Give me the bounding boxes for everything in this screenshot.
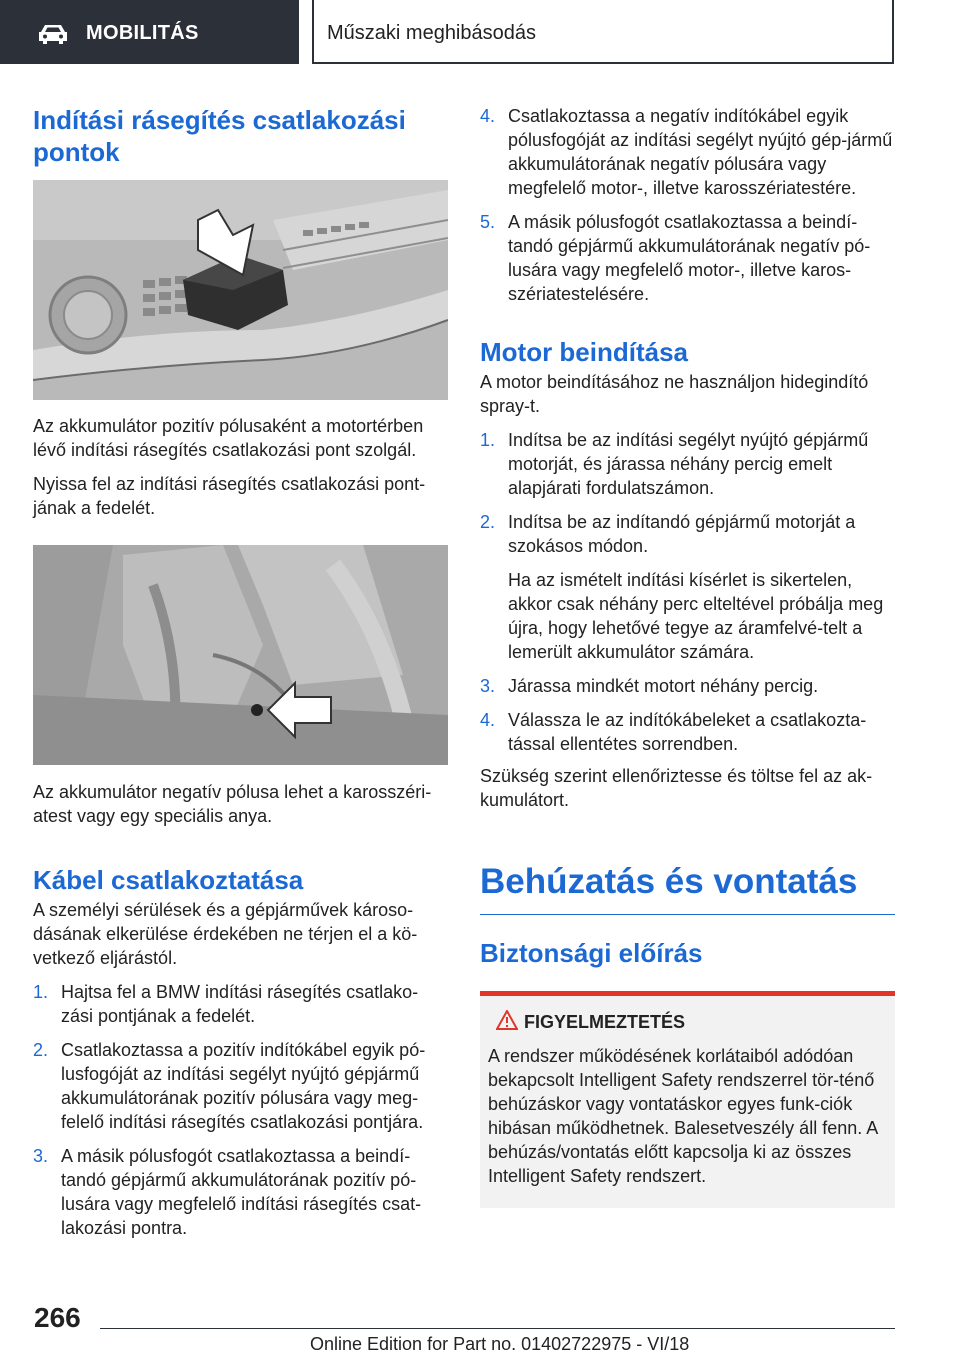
page-number: 266: [34, 1302, 81, 1333]
heading-jump-start-points: Indítási rásegítés csatlakozási pontok: [33, 105, 406, 167]
list-item: [480, 104, 895, 200]
paragraph-procedure-intro: A személyi sérülések és a gépjárművek károso-dásának elkerülése érdekében ne térjen el a kö-vetkező eljárástól.: [33, 900, 418, 968]
paragraph-check-battery: Szükség szerint ellenőriztesse és töltse fel az ak-kumulátort.: [480, 766, 873, 810]
step-text: A másik pólusfogót csatlakoztassa a beindí-tandó gépjármű akkumulátorának negatív pó-lusára vagy megfelelő motor-, illetve karos-szériatestelésére.: [508, 212, 871, 304]
start-steps-list: [480, 428, 895, 756]
footer-divider: [100, 1328, 895, 1329]
step-text: Indítsa be az indítandó gépjármű motorját a szokásos módon.: [508, 512, 856, 556]
list-item: [480, 428, 895, 500]
list-item: [33, 1038, 448, 1134]
paragraph-negative-pole: Az akkumulátor negatív pólusa lehet a karosszéri-atest vagy egy speciális anya.: [33, 782, 432, 826]
step-text: A másik pólusfogót csatlakoztassa a beindí-tandó gépjármű akkumulátorának pozitív pó-lusára vagy megfelelő indítási rásegítés csat-lakozási pontra.: [61, 1146, 422, 1238]
chapter-title: Műszaki meghibásodás: [327, 22, 536, 44]
list-item: [480, 708, 895, 756]
section-title: MOBILITÁS: [86, 22, 199, 44]
car-icon: [36, 22, 70, 46]
warning-title: [488, 1010, 885, 1034]
list-item: [480, 510, 895, 664]
heading-safety: Biztonsági előírás: [480, 938, 703, 968]
step-number: 4.: [480, 710, 496, 730]
heading-connect-cable: Kábel csatlakoztatása: [33, 865, 304, 895]
step-text: Hajtsa fel a BMW indítási rásegítés csatlako-zási pontjának a fedelét.: [61, 982, 419, 1026]
step-number: 4.: [480, 106, 496, 126]
list-item: [480, 210, 895, 306]
step-text: Válassza le az indítókábeleket a csatlakozta-tással ellentétes sorrendben.: [508, 710, 867, 754]
step-number: 1.: [33, 982, 49, 1002]
warning-title-text: FIGYELMEZTETÉS: [524, 1012, 686, 1032]
paragraph-positive-pole: Az akkumulátor pozitív pólusaként a motortérben lévő indítási rásegítés csatlakozási pont szolgál.: [33, 416, 424, 460]
warning-text: A rendszer működésének korlátaiból adódóan bekapcsolt Intelligent Safety rendszerrel tör-ténő behúzáskor vagy vontatáskor egyes funk-ciók hibásan működhetnek. Balesetveszély áll fenn. A behúzás/vontatás előtt kapcsolja ki az összes Intelligent Safety rendszert.: [488, 1046, 878, 1186]
list-item: [33, 1144, 448, 1240]
list-item: [33, 980, 448, 1028]
paragraph-open-cover: Nyissa fel az indítási rásegítés csatlakozási pont-jának a fedelét.: [33, 474, 426, 518]
warning-box: [480, 991, 895, 1208]
cable-steps-list: [33, 980, 448, 1240]
step-number: 1.: [480, 430, 496, 450]
engine-bay-negative-terminal-image: [33, 545, 448, 765]
step-number: 3.: [480, 676, 496, 696]
step-text: Indítsa be az indítási segélyt nyújtó gépjármű motorját, és járassa néhány percig emelt alapjárati fordulatszámon.: [508, 430, 869, 498]
heading-engine-start: Motor beindítása: [480, 337, 689, 367]
edition-text: Online Edition for Part no. 01402722975 - VI/18: [310, 1334, 690, 1354]
step-text: Csatlakoztassa a pozitív indítókábel egyik pó-lusfogóját az indítási segélyt nyújtó gépjármű akkumulátorának pozitív pólusára vagy meg-felelő indítási rásegítés csatlakozási pontjára.: [61, 1040, 426, 1132]
step-text: Járassa mindkét motort néhány percig.: [508, 676, 819, 696]
step-text: Csatlakoztassa a negatív indítókábel egyik pólusfogóját az indítási segélyt nyújtó gép-jármű akkumulátorának negatív pólusára vagy megfelelő motor-, illetve karosszériatestére.: [508, 106, 893, 198]
step-number: 2.: [33, 1040, 49, 1060]
step-note: Ha az ismételt indítási kísérlet is sikertelen, akkor csak néhány perc elteltével próbálja meg újra, hogy lehetővé tegye az áramfelvé-telt a lemerült akkumulátor számára.: [508, 570, 884, 662]
heading-rule: [480, 914, 895, 915]
header-section-tab: [0, 0, 299, 64]
step-number: 3.: [33, 1146, 49, 1166]
paragraph-no-spray: A motor beindításához ne használjon hidegindító spray-t.: [480, 372, 869, 416]
cable-steps-list-continued: [480, 104, 895, 306]
engine-bay-positive-terminal-image: [33, 180, 448, 400]
heading-towing: Behúzatás és vontatás: [480, 862, 858, 901]
header-chapter: [312, 0, 894, 64]
list-item: [480, 674, 895, 698]
warning-triangle-icon: [496, 1010, 518, 1030]
step-number: 2.: [480, 512, 496, 532]
step-number: 5.: [480, 212, 496, 232]
